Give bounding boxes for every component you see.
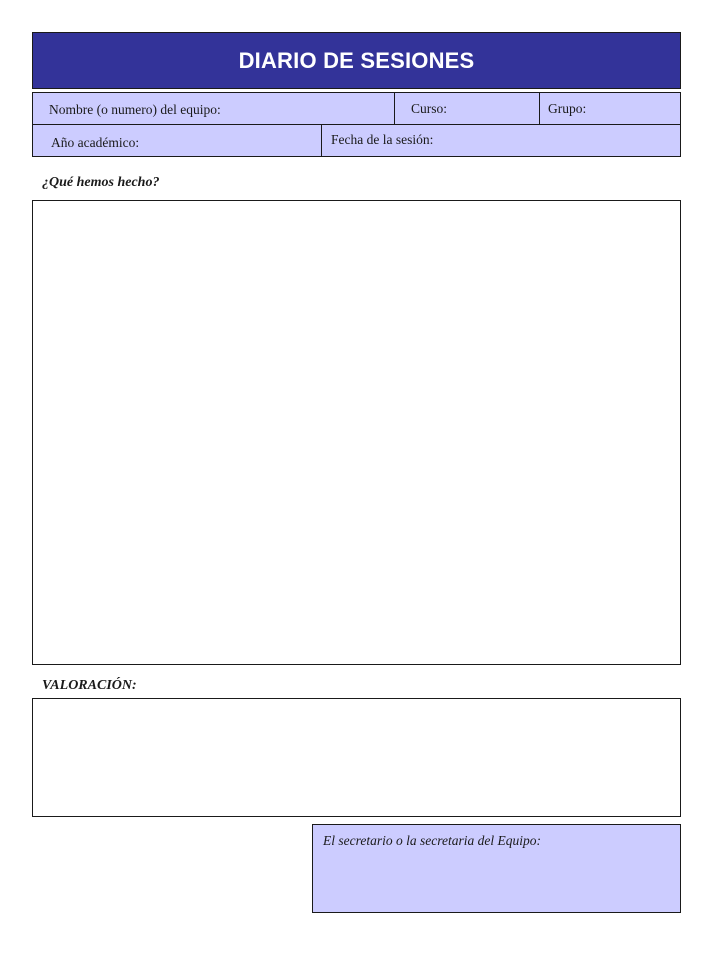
academic-year-label: Año académico: (51, 135, 140, 150)
what-done-textarea[interactable] (32, 200, 681, 665)
group-label: Grupo: (548, 101, 587, 116)
course-label: Curso: (411, 101, 448, 116)
team-name-field[interactable] (32, 92, 395, 125)
academic-year-field[interactable] (32, 124, 322, 157)
secretary-label: El secretario o la secretaria del Equipo: (323, 833, 541, 848)
assessment-textarea[interactable] (32, 698, 681, 817)
what-done-heading: ¿Qué hemos hecho? (42, 175, 160, 190)
page-title: DIARIO DE SESIONES (238, 47, 475, 73)
secretary-signature-box[interactable] (312, 824, 681, 913)
header-bar (32, 32, 681, 89)
session-date-label: Fecha de la sesión: (331, 132, 434, 147)
team-name-label: Nombre (o numero) del equipo: (49, 102, 221, 117)
assessment-heading: VALORACIÓN: (42, 678, 137, 693)
group-field[interactable] (539, 92, 681, 125)
course-field[interactable] (394, 92, 540, 125)
session-date-field[interactable] (321, 124, 681, 157)
